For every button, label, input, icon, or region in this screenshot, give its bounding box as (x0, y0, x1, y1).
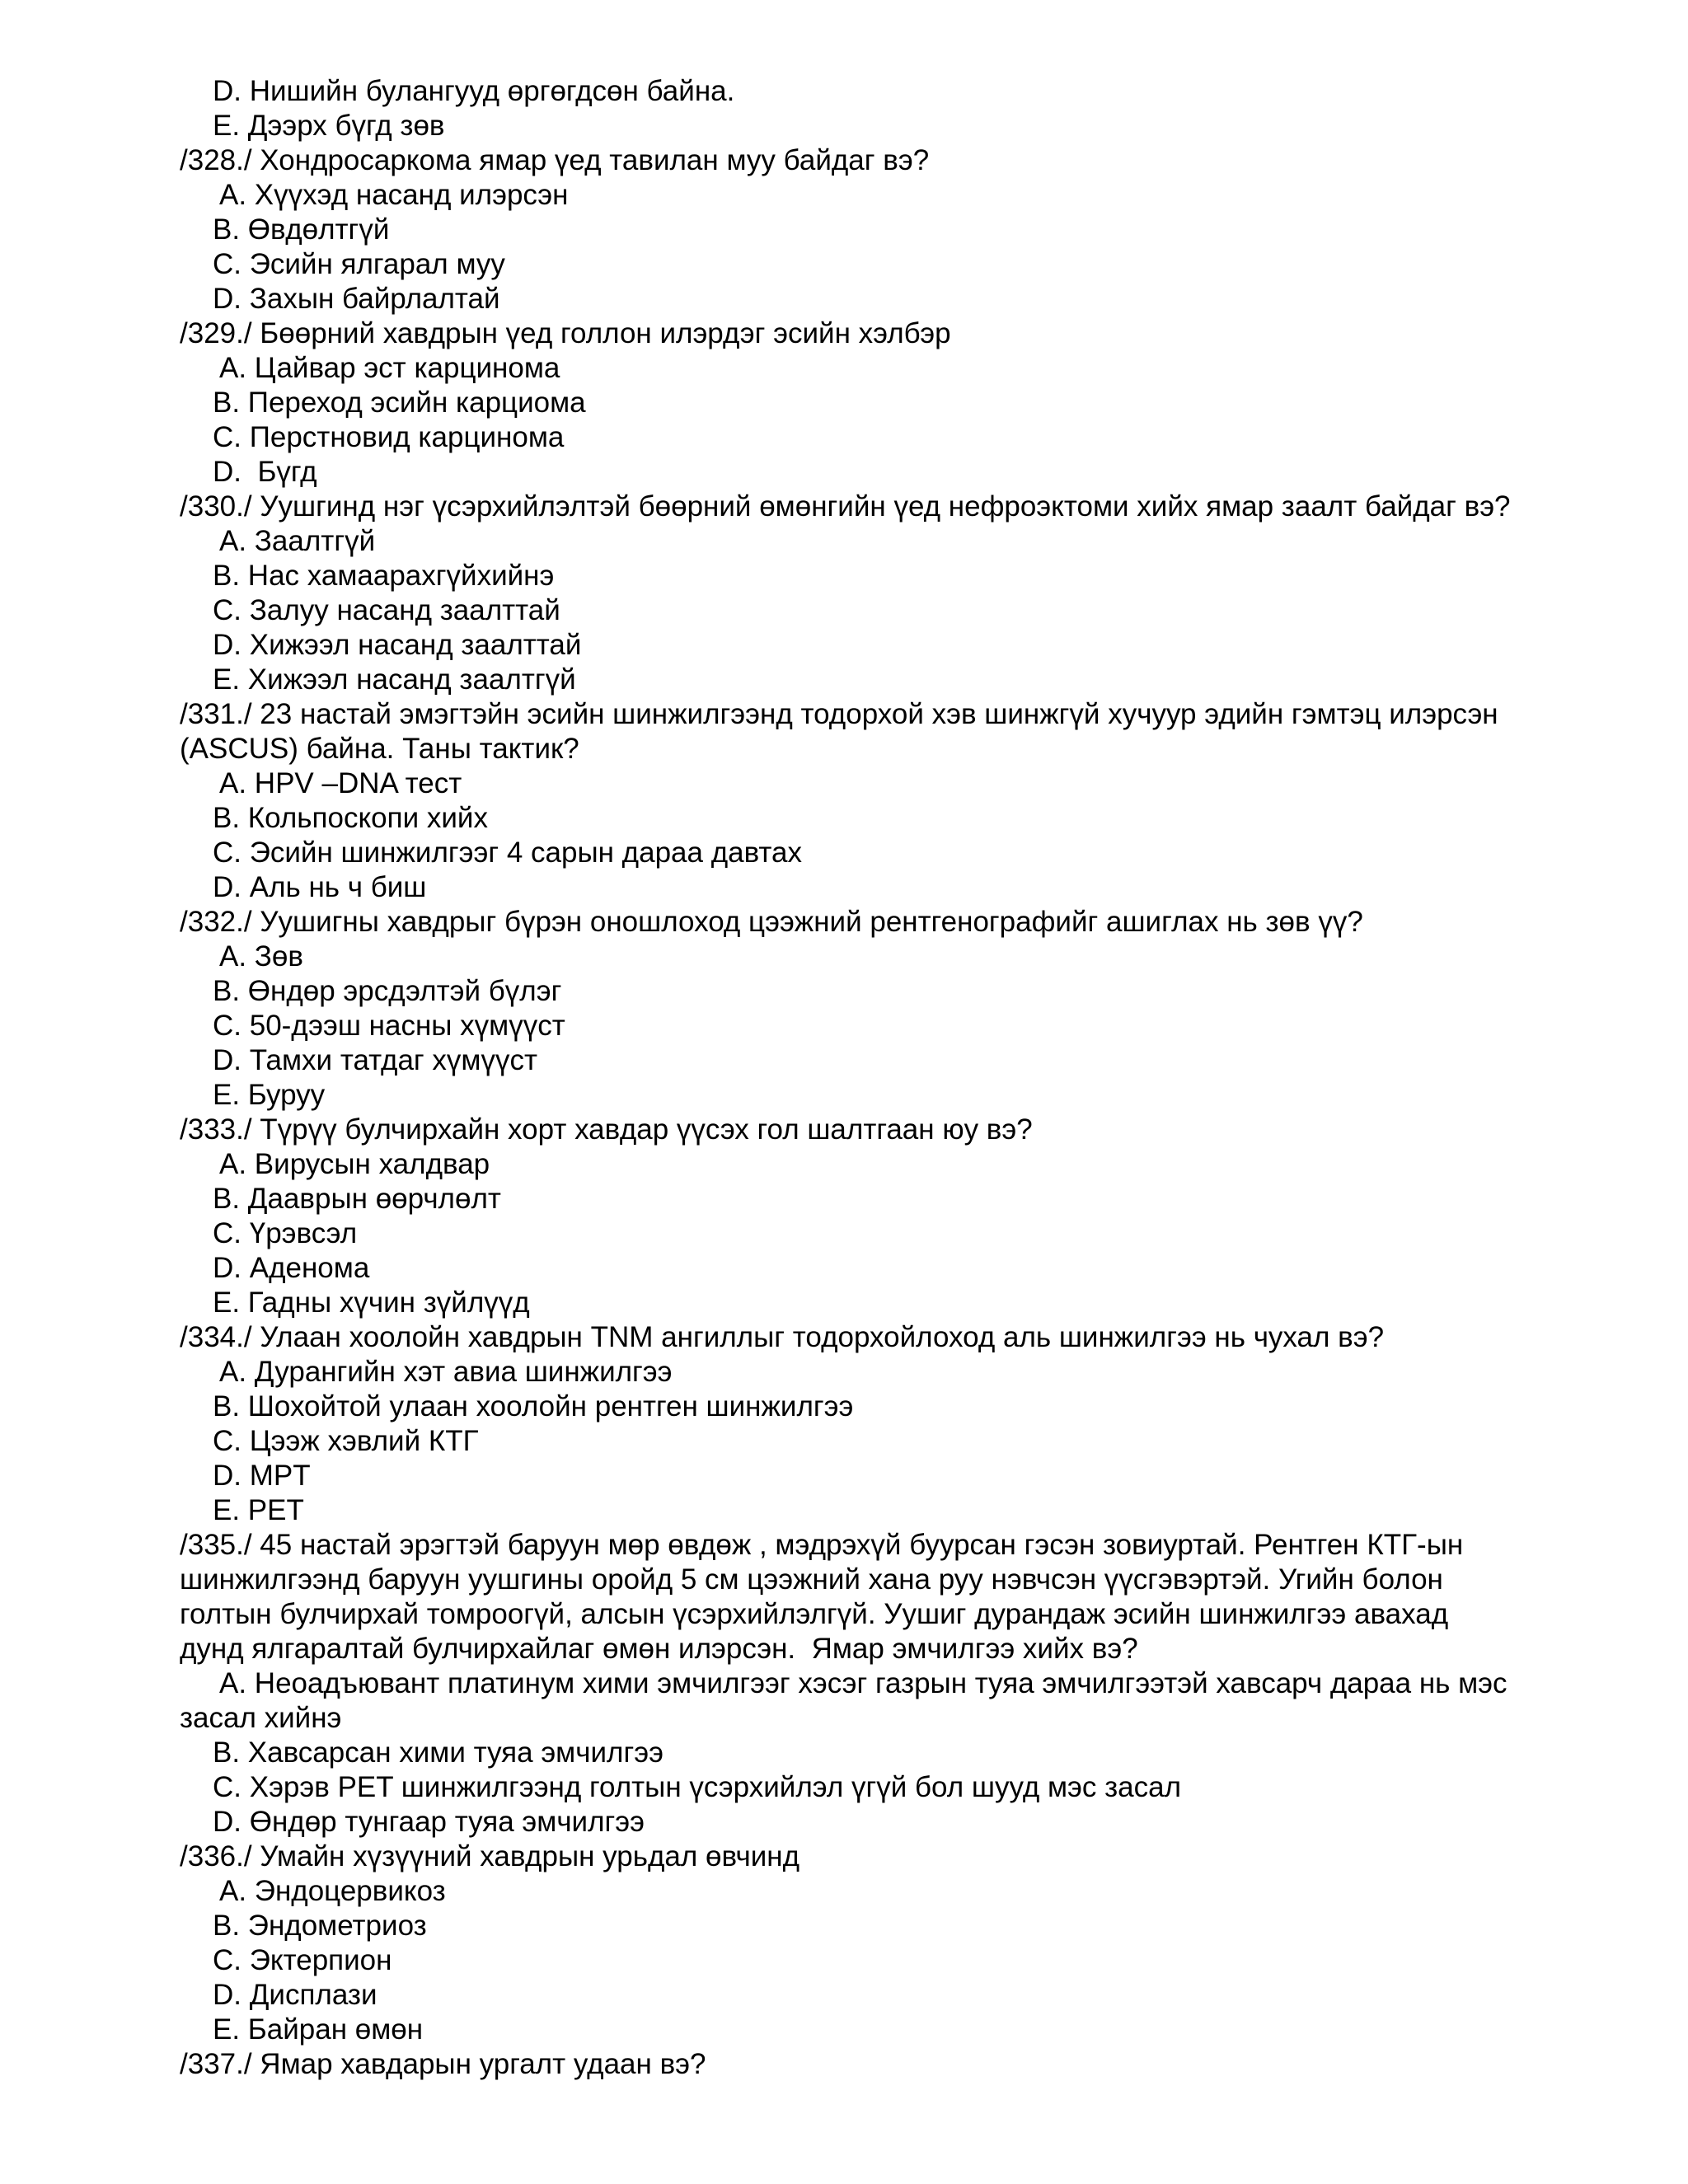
answer-option: D. Хижээл насанд заалттай (213, 629, 582, 661)
answer-option: E. Буруу (213, 1079, 326, 1111)
question-text: /336./ Умайн хүзүүний хавдрын урьдал өвчинд (180, 1840, 800, 1872)
continuation-text: голтын булчирхай томроогүй, алсын үсэрхийлэлгүй. Уушиг дурандаж эсийн шинжилгээ авахад (180, 1598, 1449, 1630)
answer-option: C. Залуу насанд заалттай (213, 594, 560, 626)
question-text: /337./ Ямар хавдарын ургалт удаан вэ? (180, 2048, 706, 2080)
continuation-text: шинжилгээнд баруун уушгины оройд 5 см цээжний хана руу нэвчсэн үүсгэвэртэй. Угийн болон (180, 1563, 1443, 1596)
question-text: /334./ Улаан хоолойн хавдрын TNM ангиллыг тодорхойлоход аль шинжилгээ нь чухал вэ? (180, 1321, 1385, 1353)
answer-option: B. Өндөр эрсдэлтэй бүлэг (213, 975, 562, 1007)
answer-option: E. Дээрх бүгд зөв (213, 110, 445, 142)
answer-option: B. Эндометриоз (213, 1910, 427, 1942)
question-text: /331./ 23 настай эмэгтэйн эсийн шинжилгээнд тодорхой хэв шинжгүй хучуур эдийн гэмтэц илэрсэн (180, 698, 1498, 730)
question-text: /328./ Хондросаркома ямар үед тавилан муу байдаг вэ? (180, 144, 930, 176)
answer-option: D. Тамхи татдаг хүмүүст (213, 1044, 538, 1076)
continuation-text: засал хийнэ (180, 1702, 342, 1734)
answer-option: A. Зөв (219, 940, 303, 972)
answer-option: B. Кольпоскопи хийх (213, 802, 488, 834)
answer-option: D. Дисплази (213, 1979, 377, 2011)
answer-option: B. Переход эсийн карциома (213, 387, 586, 419)
continuation-text: (ASCUS) байна. Таны тактик? (180, 733, 579, 765)
answer-option: A. HPV –DNA тест (219, 767, 462, 799)
answer-option: E. Гадны хүчин зүйлүүд (213, 1286, 530, 1319)
answer-option: A. Заалтгүй (219, 525, 376, 557)
answer-option: B. Нас хамаарахгүйхийнэ (213, 560, 555, 592)
answer-option: C. Үрэвсэл (213, 1217, 358, 1249)
answer-option: A. Цайвар эст карцинома (219, 352, 560, 384)
answer-option: E. Хижээл насанд заалтгүй (213, 663, 576, 696)
answer-option: D. MPT (213, 1460, 311, 1492)
answer-option: C. 50-дээш насны хүмүүст (213, 1010, 565, 1042)
answer-option: C. Цээж хэвлий КТГ (213, 1425, 479, 1457)
answer-option: A. Неоадъювант платинум хими эмчилгээг хэсэг газрын туяа эмчилгээтэй хавсарч дараа нь мэс (219, 1667, 1507, 1699)
question-list (180, 74, 1597, 2082)
answer-option: C. Хэрэв PET шинжилгээнд голтын үсэрхийлэл үгүй бол шууд мэс засал (213, 1771, 1182, 1803)
question-text: /335./ 45 настай эрэгтэй баруун мөр өвдөж , мэдрэхүй буурсан гэсэн зовиуртай. Рентген КТГ-ын (180, 1529, 1464, 1561)
answer-option: B. Өвдөлтгүй (213, 213, 390, 246)
answer-option: E. Байран өмөн (213, 2013, 424, 2046)
continuation-text: дунд ялгаралтай булчирхайлаг өмөн илэрсэн. Ямар эмчилгээ хийх вэ? (180, 1633, 1138, 1665)
answer-option: C. Эсийн шинжилгээг 4 сарын дараа давтах (213, 837, 803, 869)
answer-option: C. Эсийн ялгарал муу (213, 248, 505, 280)
answer-option: D. Аденома (213, 1252, 370, 1284)
answer-option: D. Аль нь ч биш (213, 871, 427, 903)
answer-option: D. Захын байрлалтай (213, 283, 500, 315)
question-text: /333./ Түрүү булчирхайн хорт хавдар үүсэх гол шалтгаан юу вэ? (180, 1113, 1033, 1146)
answer-option: D. Бүгд (213, 456, 317, 488)
question-text: /330./ Уушгинд нэг үсэрхийлэлтэй бөөрний өмөнгийн үед нефроэктоми хийх ямар заалт байдаг вэ? (180, 490, 1511, 523)
answer-option: D. Өндөр тунгаар туяа эмчилгээ (213, 1806, 645, 1838)
answer-option: D. Нишийн булангууд өргөгдсөн байна. (213, 75, 735, 107)
answer-option: C. Перстновид карцинома (213, 421, 565, 453)
answer-option: B. Шохойтой улаан хоолойн рентген шинжилгээ (213, 1390, 854, 1422)
answer-option: C. Эктерпион (213, 1944, 392, 1976)
answer-option: B. Дааврын өөрчлөлт (213, 1183, 501, 1215)
answer-option: E. PET (213, 1494, 304, 1526)
question-text: /329./ Бөөрний хавдрын үед голлон илэрдэг эсийн хэлбэр (180, 317, 951, 349)
answer-option: A. Вирусын халдвар (219, 1148, 490, 1180)
question-text: /332./ Уушигны хавдрыг бүрэн оношлоход цээжний рентгенографийг ашиглах нь зөв үү? (180, 906, 1363, 938)
answer-option: A. Хүүхэд насанд илэрсэн (219, 179, 569, 211)
answer-option: A. Дурангийн хэт авиа шинжилгээ (219, 1356, 673, 1388)
answer-option: A. Эндоцервикоз (219, 1875, 446, 1907)
answer-option: B. Хавсарсан хими туяа эмчилгээ (213, 1736, 663, 1769)
